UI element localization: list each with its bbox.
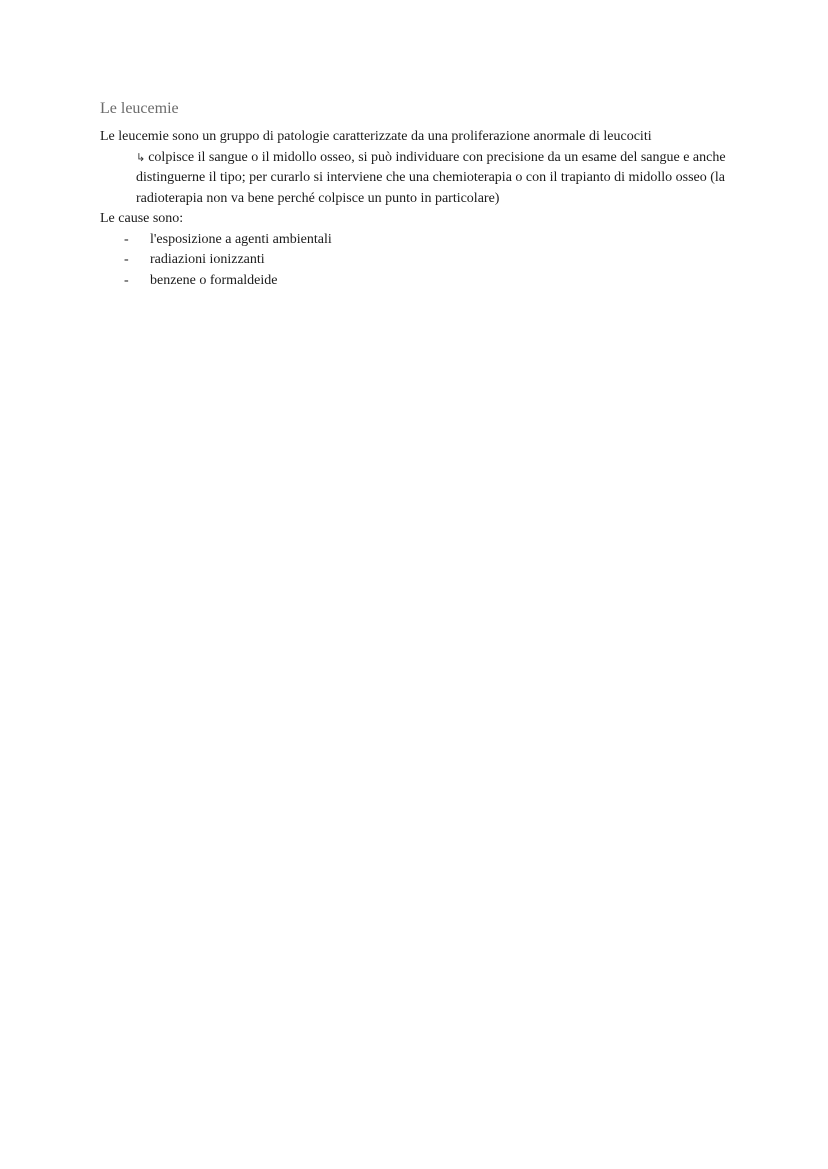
document-page bbox=[100, 98, 728, 291]
list-item-text: benzene o formaldeide bbox=[150, 272, 278, 288]
list-item bbox=[100, 271, 728, 292]
document-title: Le leucemie bbox=[100, 100, 179, 117]
list-item bbox=[100, 230, 728, 251]
list-item-text: radiazioni ionizzanti bbox=[150, 252, 265, 267]
bullet-dash: - bbox=[124, 231, 129, 247]
note-paragraph bbox=[136, 148, 728, 210]
causes-heading: Le cause sono: bbox=[100, 211, 184, 226]
list-item bbox=[100, 250, 728, 271]
list-item-text: l'esposizione a agenti ambientali bbox=[150, 231, 332, 247]
causes-list bbox=[100, 230, 728, 292]
bullet-dash: - bbox=[124, 252, 129, 267]
note-text: colpisce il sangue o il midollo osseo, si può individuare con precisione da un esame del sangue e anche distinguerne il tipo; per curarlo si interviene che una chemioterapia o con il trapianto di midollo osseo (la radioterapia non va bene perché colpisce un punto in particolare) bbox=[136, 149, 726, 206]
bullet-dash: - bbox=[124, 272, 129, 288]
return-arrow-icon: ↳ bbox=[136, 150, 146, 164]
intro-paragraph: Le leucemie sono un gruppo di patologie caratterizzate da una proliferazione anormale di leucociti bbox=[100, 129, 652, 144]
